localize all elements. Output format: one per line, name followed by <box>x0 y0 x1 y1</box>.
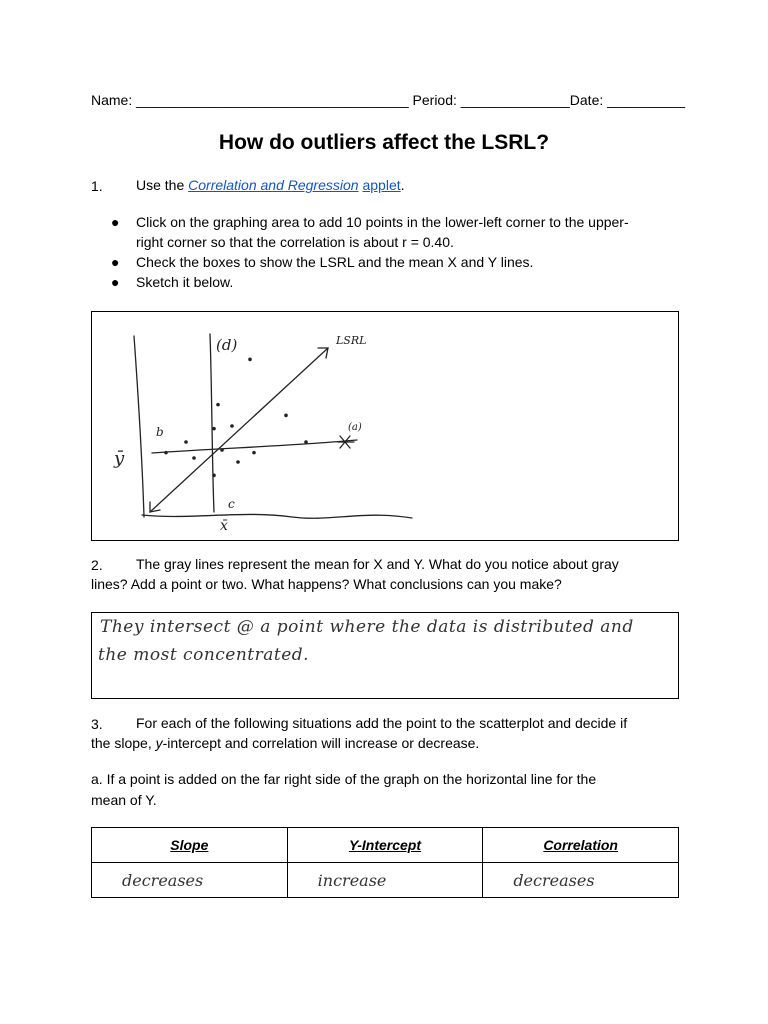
sketch-label-b: b <box>156 425 164 439</box>
q3a-answer-table <box>91 827 679 898</box>
sketch-point <box>304 440 308 444</box>
sketch-label-ybar: ȳ <box>114 448 125 469</box>
list-item <box>111 212 651 252</box>
sketch-point <box>216 403 220 407</box>
q2-answer-line1: They intersect @ a point where the data is distributed and <box>100 617 634 637</box>
name-period-date-line: Name: ___________________________________ Period: ______________Date: __________ <box>91 92 685 108</box>
sketch-lsrl-line <box>150 348 328 512</box>
list-item <box>111 272 651 292</box>
sketch-point <box>230 424 234 428</box>
q1-number: 1. <box>91 178 103 194</box>
q2-text-line1: The gray lines represent the mean for X and Y. What do you notice about gray <box>136 556 619 572</box>
sketch-box <box>91 311 679 541</box>
bullet-icon: ● <box>111 274 120 290</box>
sketch-point <box>164 451 168 455</box>
sketch-points <box>164 358 308 478</box>
q2-answer-box <box>91 612 679 699</box>
sketch-label-d: (d) <box>216 336 238 354</box>
table-row <box>92 863 679 898</box>
sketch-label-lsrl: LSRL <box>336 334 367 347</box>
sketch-point <box>236 460 240 464</box>
sketch-x-axis <box>142 514 412 518</box>
q3-text-line2 <box>91 733 479 753</box>
sketch-label-xbar: x̄ <box>220 518 228 534</box>
q3a-text-line2: mean of Y. <box>91 792 157 808</box>
q2-number: 2. <box>91 557 103 573</box>
sketch-mean-x-line <box>210 334 214 512</box>
bullet-text: Sketch it below. <box>136 274 234 290</box>
sketch-point <box>248 358 252 362</box>
sketch-point <box>220 448 224 452</box>
sketch-point <box>284 414 288 418</box>
q2-answer-line2: the most concentrated. <box>98 645 310 665</box>
q1-intro-suffix: . <box>400 177 405 193</box>
hand-sketch-scatterplot <box>92 312 678 540</box>
q3-text-line2-a: the slope, <box>91 735 156 751</box>
answer-slope[interactable]: decreases <box>92 863 288 898</box>
bullet-icon: ● <box>111 254 120 270</box>
sketch-point <box>212 474 216 478</box>
q3-text-line2-b: -intercept and correlation will increase or decrease. <box>162 735 480 751</box>
table-header-row <box>92 828 679 863</box>
q3-text-line1: For each of the following situations add the point to the scatterplot and decide if <box>136 715 628 731</box>
sketch-point <box>212 427 216 431</box>
sketch-point <box>192 456 196 460</box>
correlation-regression-link[interactable]: Correlation and Regression <box>188 177 359 193</box>
answer-correlation[interactable]: decreases <box>483 863 679 898</box>
q1-intro-prefix: Use the <box>136 177 189 193</box>
q3-text-line2-italic: y <box>155 735 163 751</box>
header-y-intercept: Y-Intercept <box>287 828 483 863</box>
header-correlation: Correlation <box>483 828 679 863</box>
bullet-text: Check the boxes to show the LSRL and the mean X and Y lines. <box>136 254 534 270</box>
q3a-text-line1: a. If a point is added on the far right side of the graph on the horizontal line for the <box>91 771 597 787</box>
bullet-icon: ● <box>111 214 120 230</box>
sketch-point <box>184 440 188 444</box>
q1-intro <box>136 175 405 195</box>
sketch-label-c: c <box>228 497 235 511</box>
sketch-y-axis <box>134 336 144 517</box>
q3-number: 3. <box>91 716 103 732</box>
answer-y-intercept[interactable]: increase <box>287 863 483 898</box>
bullet-text: Click on the graphing area to add 10 points in the lower-left corner to the upper-right corner so that the correlation is about r = 0.40. <box>136 214 629 250</box>
applet-link[interactable]: applet <box>362 177 401 193</box>
sketch-label-a: (a) <box>348 422 362 433</box>
list-item <box>111 252 651 272</box>
q1-instructions-list <box>111 212 651 292</box>
sketch-star-a <box>338 436 354 448</box>
q2-text-line2: lines? Add a point or two. What happens? What conclusions can you make? <box>91 576 562 592</box>
header-slope: Slope <box>92 828 288 863</box>
sketch-point <box>252 451 256 455</box>
page-title: How do outliers affect the LSRL? <box>218 131 550 154</box>
